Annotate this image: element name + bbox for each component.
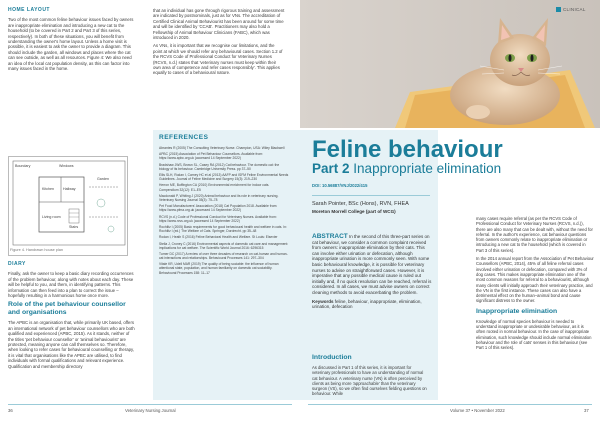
home-layout-text: Two of the most common feline behaviour issues faced by owners are inappropriate elimination and introducing a new cat to the household (to be covered in Part 2 and Part 3 of this series, respectively). In both of these situations, you will benefit from understanding the owner's home layout. Unless a home visit is possible, it is easiest to ask the owner to provide a diagram. This should include the garden, all windows and places where the cat can see outside, as well as all resources. Figure 4: We also need an idea of the local cat population density, as this can factor into many issues faced in the home. bbox=[8, 17, 134, 72]
right-column-text-1: many cases require referral (as per the RCVS Code of Professional Conduct for Veterinary Nurses (RCVS, n.d.)), there are also many that can be dealt with, without the need for referral. In the author's experience, cat behaviour questions from owners commonly relate to inappropriate elimination or introducing a new cat to the household (which is covered in Part 3 of this series). bbox=[476, 216, 593, 253]
abstract bbox=[312, 234, 432, 310]
clinical-tag bbox=[556, 7, 586, 12]
reference-item: Rodan I, Heath S (2016) Feline Behavioral Health and Welfare. St Louis: Elsevier bbox=[159, 235, 278, 240]
diary-heading: DIARY bbox=[8, 261, 26, 267]
keywords bbox=[312, 299, 432, 310]
right-column-text-2: In the 2014 annual report from the Association of Pet Behaviour Counsellors (APBC, 2014), 45% of all feline referral cases involved either urination or defecation, compared with 3% of dog cases. This makes inappropriate elimination one of the most common reasons for referral to a behaviourist, although many clients will initially approach their veterinary practice, and the VN in the first instance. These cases can also have a detrimental effect on the human–animal bond and cause significant distress to the owner. bbox=[476, 256, 594, 304]
label-boundary: Boundary bbox=[15, 164, 31, 168]
house-plan-drawing bbox=[9, 157, 129, 257]
inappropriate-elimination-heading: Inappropriate elimination bbox=[476, 307, 558, 315]
label-hallway: Hallway bbox=[63, 187, 76, 191]
reference-item: Ellis SLH, Rodan I, Carney HC et al (2013) AAFP and ISFM Feline Environmental Needs Guidelines. Journal of Feline Medicine and Surgery 15(3): 219–230 bbox=[159, 173, 289, 182]
keywords-label: Keywords bbox=[312, 298, 334, 304]
clinical-tag-label: CLINICAL bbox=[563, 7, 586, 12]
diary-section bbox=[8, 262, 136, 372]
reference-item: Pet Food Manufacturers' Association (2018) Cat Population 2018. Available from: https://www.pfma.org.uk (accessed 14 September 2022) bbox=[159, 204, 278, 213]
right-column bbox=[476, 216, 594, 354]
label-garden: Garden bbox=[97, 177, 109, 181]
references-list bbox=[159, 146, 289, 277]
middle-text-1: that an individual has gone through rigorous training and assessment are indicated by postnominals, just as for VNs. The accreditation of Certified Clinical Animal Behaviourist has been around for some time and will be identified by 'CCAB'. Practitioners may also hold a Fellowship of Animal Behaviour Clinicians (FABC), which was introduced in 2020. bbox=[153, 8, 285, 41]
clinical-tag-marker bbox=[556, 7, 561, 12]
author-divider bbox=[312, 195, 430, 196]
intro-heading: Introduction bbox=[312, 354, 352, 361]
abstract-lead: ABSTRACT bbox=[312, 233, 348, 240]
label-windows: Windows bbox=[59, 164, 74, 168]
cat-photo bbox=[300, 0, 600, 128]
label-living: Living room bbox=[42, 215, 61, 219]
references-heading: REFERENCES bbox=[159, 134, 209, 141]
cat-illustration bbox=[300, 0, 600, 128]
author-name: Sarah Pointer, BSc (Hons), RVN, FHEA bbox=[312, 201, 409, 207]
home-layout-section bbox=[8, 8, 136, 74]
reference-item: Herron ME, Buffington CA (2010) Environmental enrichment for indoor cats. Compendium 32(12): E1–E5 bbox=[159, 183, 270, 192]
figure-caption: Figure 4. Handrawn house plan bbox=[10, 248, 63, 252]
right-journal-issue: Volume 37 • November 2022 bbox=[450, 408, 505, 413]
reference-item: RCVS (n.d.) Code of Professional Conduct for Veterinary Nurses. Available from: https://www.rcvs.org.uk (accessed 14 September 2022) bbox=[159, 214, 277, 223]
reference-item: Macdonald P, Whiting J (2020) Animal behaviour and its role in veterinary nursing. Veterinary Nursing Journal 35(3): 75–78 bbox=[159, 193, 279, 202]
role-text: The APBC is an organisation that, while primarily UK based, offers an international network of pet behaviour counsellors who are both qualified and experienced (APBC, 2015). As it stands, neither of the titles 'pet behaviour counsellor' or 'animal behaviourist' are protected, meaning anyone can call themselves so. Therefore, when looking to refer cases for behavioural counselling or therapy, it is vital that organisations like the APBC are utilised, to find individuals with formal qualifications and relevant experience. Qualification and membership directory bbox=[8, 320, 135, 369]
intro-text: As discussed in Part 1 of this series, it is important for veterinary professionals to have an understanding of normal cat behaviour. A veterinary nurse (VN) is often perceived by clients as being more 'approachable' than the veterinary surgeon (VS), so we often find ourselves fielding questions on behaviour. While bbox=[312, 365, 427, 397]
reference-item: Stella J, Croney C (2016) Environmental aspects of domestic cat care and management: implications for cat welfare. The Scientific World Journal 2016: 6296315 bbox=[159, 241, 289, 250]
reference-item: APBC (2015) Association of Pet Behaviour Counsellors. Available from: https://www.apbc.org.uk (accessed 14 September 2022) bbox=[159, 152, 264, 161]
left-footer-rule bbox=[8, 404, 292, 405]
middle-text-2: As VNs, it is important that we recognise our limitations, and the point at which we should refer any behavioural cases. Section 1.2 of the RCVS Code of Professional Conduct for Veterinary Nurses (RCVS, n.d.) states that 'veterinary nurses must keep within their own area of competence and refer cases responsibly'. This applies equally to cases of a behavioural nature. bbox=[153, 43, 283, 76]
right-column-text-3: Knowledge of normal species behaviour is needed to understand inappropriate or undesirable behaviour, as it is often rooted in normal behaviour. In the case of inappropriate elimination, such knowledge should include normal elimination behaviour and the role of cats' senses in this behaviour (see Part 1 of this series). bbox=[476, 318, 592, 351]
reference-item: Bradshaw JWS, Brown SL, Casey RA (2012) Cat behaviour. The domestic cat: the biology of its behaviour. Cambridge University Press. pp 37–50 bbox=[159, 162, 280, 171]
right-footer-rule bbox=[308, 404, 592, 405]
article-title: Feline behaviour bbox=[312, 136, 503, 163]
home-layout-heading: HOME LAYOUT bbox=[8, 7, 50, 13]
doi: DOI: 10.56887/VNJ/2022/415 bbox=[312, 183, 368, 188]
article-subtitle bbox=[312, 161, 501, 176]
reference-item: Vitale KR, Udell MAR (2019) The quality of being sociable: the influence of human attentional state, population, and human familiarity on domestic cat sociability. Behavioural Processes 158: 11–17 bbox=[159, 262, 279, 275]
role-heading: Role of the pet behaviour counsellor and organisations bbox=[8, 301, 126, 317]
label-kitchen: Kitchen bbox=[42, 187, 54, 191]
middle-column bbox=[153, 8, 285, 79]
reference-item: Turner DC (2017) A review of over three decades of research on cat-human and human-cat interactions and relationships. Behavioural Processes 141: 297–304 bbox=[159, 251, 288, 261]
left-page-number: 36 bbox=[8, 408, 13, 413]
house-plan-figure bbox=[8, 156, 128, 256]
label-stairs: Stairs bbox=[69, 225, 79, 229]
left-journal-name: Veterinary Nursing Journal bbox=[125, 408, 176, 413]
diary-text: Finally, ask the owner to keep a basic diary recording occurrences of the problem behaviour, along with notes about each day. These will be helpful to you, and them, in identifying patterns. This information can then feed into a plan to correct the issue – hopefully resulting in a harmonious home once more. bbox=[8, 271, 134, 299]
keywords-list: feline, behaviour, inappropriate, elimination, urination, defecation bbox=[312, 298, 422, 310]
reference-item: Abrantes R (2005) The Consulting Veterinary Nurse. Champion, USA: Wiley Blackwell bbox=[159, 146, 285, 150]
author-affiliation: Moreton Morrell College (part of WCG) bbox=[312, 209, 396, 214]
reference-item: Rochlitz I (2005) Basic requirements for good behavioural health and welfare in cats. In: Rochlitz I (ed.) The Welfare of Cats. Springer, Dordrecht. pp 35–48 bbox=[159, 224, 287, 233]
abstract-text: In the second of this three-part series on cat behaviour, we consider a common complaint received from owners: inappropriate elimination by their cats. This can involve either urination or defecation, although inappropriate urination is more commonly seen. With some basic behavioural knowledge, it is possible for veterinary nurses to advise on straightforward cases. However, it is imperative that any possible medical cause is ruled out initially and, if no quick resolution can be reached, referral is considered. In all cases, we must advise owners on correct cleaning methods to avoid exacerbating the problem. bbox=[312, 234, 432, 295]
subtitle-part: Part 2 bbox=[312, 161, 350, 176]
right-page-number: 37 bbox=[584, 408, 589, 413]
subtitle-text: Inappropriate elimination bbox=[353, 161, 502, 176]
